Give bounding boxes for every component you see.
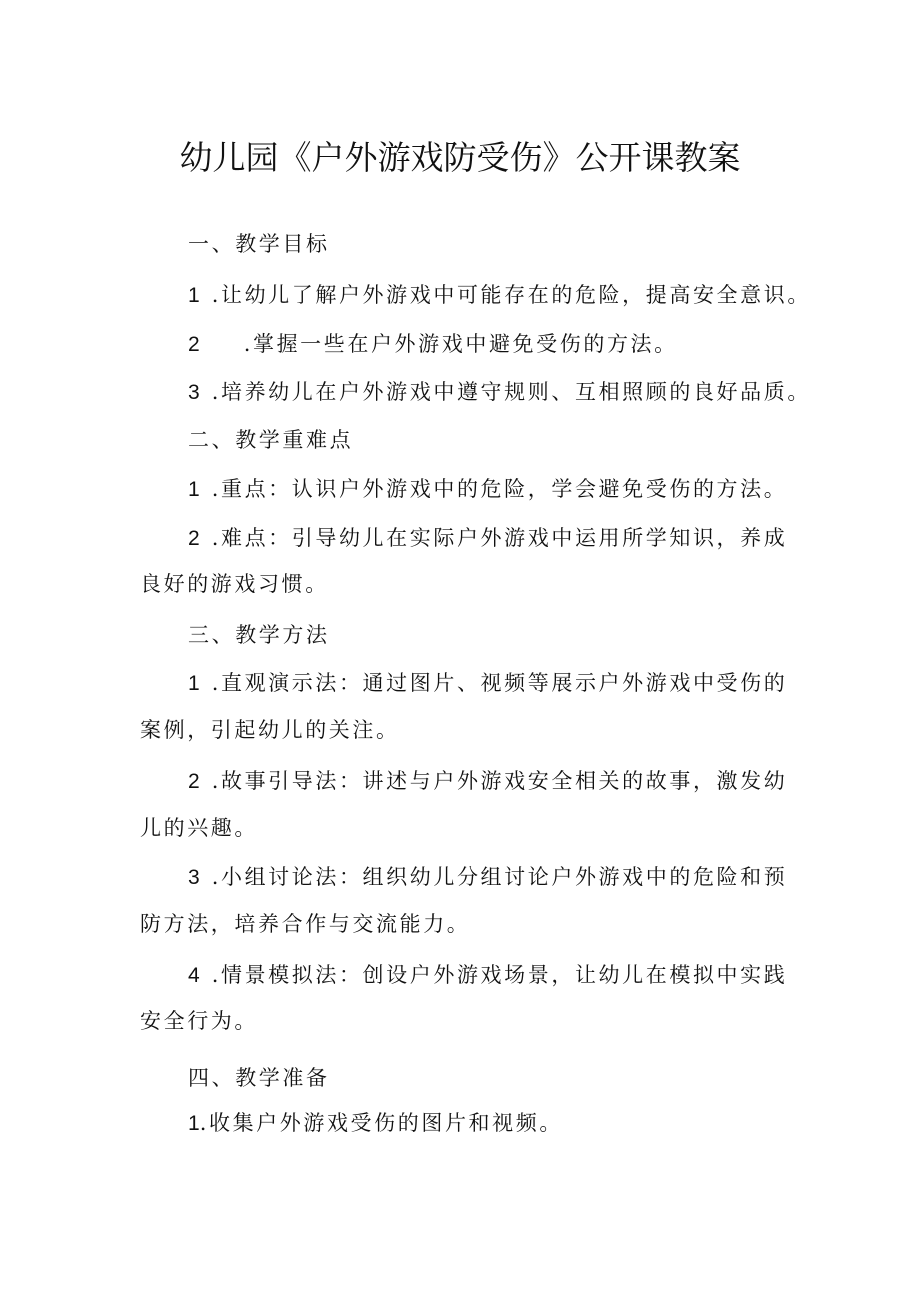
item-number: 3	[188, 381, 200, 404]
item-text: .收集户外游戏受伤的图片和视频。	[199, 1111, 563, 1135]
item-text: .情景模拟法：创设户外游戏场景，让幼儿在模拟中实践	[211, 963, 788, 987]
goal-item-2	[188, 330, 848, 359]
key-point-item-2	[188, 524, 848, 553]
method-item-2	[188, 767, 848, 796]
item-number: 2	[188, 770, 200, 793]
item-number: 4	[188, 964, 200, 987]
item-text: .直观演示法：通过图片、视频等展示户外游戏中受伤的	[211, 671, 788, 695]
goal-item-1	[188, 281, 848, 310]
preparation-item-1	[188, 1109, 848, 1138]
item-number: 2	[188, 527, 200, 550]
document-title: 幼儿园《户外游戏防受伤》公开课教案	[179, 138, 741, 177]
item-number: 3	[188, 866, 200, 889]
item-number: 1	[188, 478, 200, 501]
item-number: 1	[188, 284, 200, 307]
method-item-1-continuation: 案例，引起幼儿的关注。	[140, 718, 400, 742]
section-heading-goals: 一、教学目标	[188, 232, 330, 256]
section-heading-methods: 三、教学方法	[188, 623, 330, 647]
method-item-3-continuation: 防方法，培养合作与交流能力。	[140, 912, 471, 936]
method-item-3	[188, 863, 848, 892]
method-item-1	[188, 669, 848, 698]
key-point-item-1	[188, 475, 848, 504]
item-text: .小组讨论法：组织幼儿分组讨论户外游戏中的危险和预	[211, 865, 788, 889]
item-number: 1	[188, 1112, 200, 1135]
item-text: .让幼儿了解户外游戏中可能存在的危险，提高安全意识。	[211, 283, 811, 307]
item-text: .掌握一些在户外游戏中避免受伤的方法。	[243, 332, 678, 356]
section-heading-preparation: 四、教学准备	[188, 1066, 330, 1090]
item-text: .难点：引导幼儿在实际户外游戏中运用所学知识，养成	[211, 526, 788, 550]
item-number: 2	[188, 333, 200, 356]
item-text: .故事引导法：讲述与户外游戏安全相关的故事，激发幼	[211, 769, 788, 793]
goal-item-3	[188, 378, 848, 407]
method-item-2-continuation: 儿的兴趣。	[140, 816, 258, 840]
item-text: .重点：认识户外游戏中的危险，学会避免受伤的方法。	[211, 477, 788, 501]
item-text: .培养幼儿在户外游戏中遵守规则、互相照顾的良好品质。	[211, 380, 811, 404]
method-item-4-continuation: 安全行为。	[140, 1009, 258, 1033]
key-point-item-2-continuation: 良好的游戏习惯。	[140, 572, 329, 596]
item-number: 1	[188, 672, 200, 695]
method-item-4	[188, 961, 848, 990]
section-heading-key-points: 二、教学重难点	[188, 428, 354, 452]
